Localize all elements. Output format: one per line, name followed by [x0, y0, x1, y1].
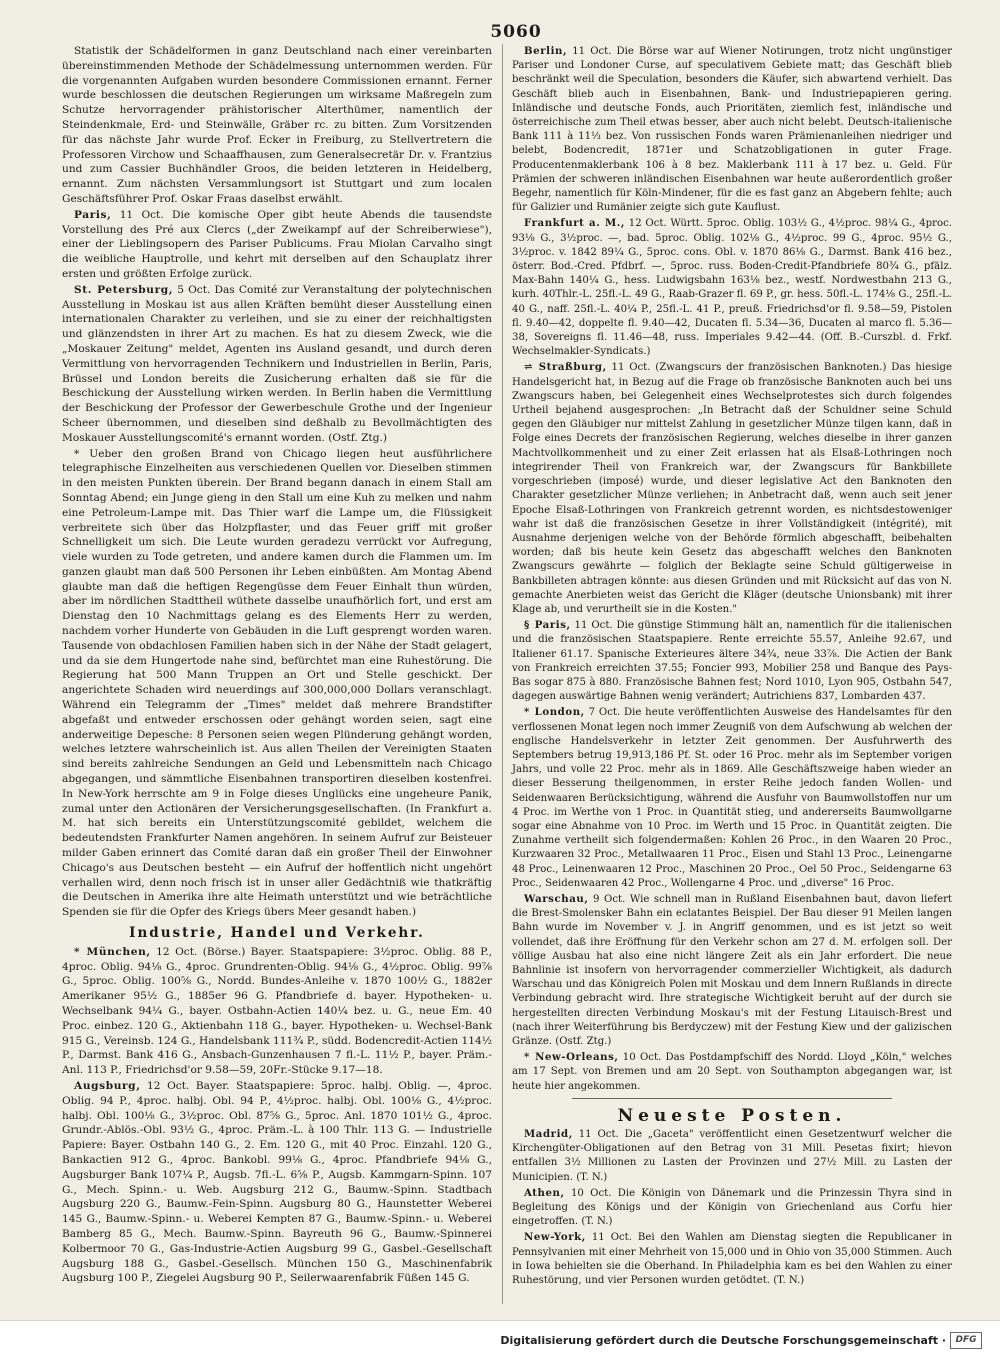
dateline: * London, [524, 706, 585, 719]
section-rule [572, 1098, 892, 1099]
article-text: * Ueber den großen Brand von Chicago liegen heut ausführlichere telegraphische Einzelheiten aus verschiedenen Quellen vor. Dieselben stimmen in den meisten Punkten überein. Der Brand begann danach in einem Stall am Sonntag Abend; ein Junge gieng in den Stall um eine Kuh zu melken und nahm eine Petroleum-Lampe mit. Das Thier warf die Lampe um, die Flüssigkeit verbreitete sich über das Holzpflaster, und das Feuer griff mit großer Schnelligkeit um sich. Die Leute wurden geradezu verrückt vor Aufregung, viele wurden zu Tode getreten, und andere kamen durch die Flammen um. Im ganzen glaubt man daß 500 Personen ihr Leben einbüßten. Am Montag Abend glaubte man daß die heftigen Regengüsse dem Feuer Einhalt thun würden, aber im nördlichen Stadttheil wüthete dasselbe unaufhörlich fort, und erst am Dienstag den 10 Nachmittags gelang es des Elements Herr zu werden, nachdem vorher Hunderte von Gebäuden in die Luft gesprengt worden waren. Tausende von obdachlosen Familien haben sich in der Nähe der Stadt gelagert, und da sie dem Hungertode nahe sind, befürchtet man eine Ruhestörung. Die Regierung hat 500 Mann Truppen an Ort und Stelle geschickt. Der angerichtete Schaden wird neuerdings auf 300,000,000 Dollars veranschlagt. Während ein Telegramm der „Times" meldet daß mehrere Brandstifter abgefaßt und entweder erschossen oder gehängt worden seien, sagt eine anderweitige Depesche: 8 Personen seien wegen Plünderung gehängt worden, welches letztere wahrscheinlich ist. Aus allen Theilen der Vereinigten Staaten sind bereits zahlreiche Sendungen an Geld und Lebensmitteln nach Chicago abgegangen, und sämmtliche Eisenbahnen transportiren dieselben kostenfrei. In New-York herrschte am 9 in Folge dieses Unglücks eine ungeheure Panik, zumal unter den Actionären der Versicherungsgesellschaften. (In Frankfurt a. M. hat sich bereits ein Unterstützungscomité gebildet, welchem die bedeutendsten Frankfurter Namen angehören. In seinem Aufruf zur Beisteuer milder Gaben erinnert das Comité daran daß ein großer Theil der Einwohner Chicago's aus Deutschen besteht — ein Aufruf der hoffentlich nicht ungehört verhallen wird, denn noch frisch ist in unser aller Gedächtniß wie thatkräftig die Deutschen in Amerika ihre alte Heimath unterstützt und wie beträchtliche Spenden sie für die Opfer des Kriegs übers Meer gesandt haben.) [62, 447, 492, 919]
article-text: 12 Oct. (Börse.) Bayer. Staatspapiere: 3½proc. Oblig. 88 P., 4proc. Oblig. 94⅛ G., 4proc. Grundrenten-Oblig. 94⅛ G., 4½proc. Oblig. 99⅞ G., 5proc. Oblig. 100⅝ G., Nordd. Bundes-Anleihe v. 1870 100½ G., 1882er Amerikaner 95½ G., 1885er 96 G. Pfandbriefe d. bayer. Hypotheken- u. Wechselbank 94¼ G., bayer. Ostbahn-Actien 140¼ bez. u. G., neue Em. 40 Proc. einbez. 120 G., Aktienbahn 118 G., bayer. Hypotheken- u. Wechsel-Bank 915 G., Vereinsb. 124 G., Handelsbank 111¾ P., südd. Bodencredit-Actien 114½ P., Darmst. Bank 416 G., Ansbach-Gunzenhausen 7 fl.-L. 11½ P., bayer. Präm.-Anl. 113 P., Friedrichsd'or 9.58—59, 20Fr.-Stücke 9.17—18. [62, 945, 492, 1077]
article-paragraph [62, 945, 492, 1078]
article-paragraph [62, 283, 492, 446]
left-articles-1 [62, 44, 492, 920]
dateline: Warschau, [524, 892, 589, 905]
article-text: 11 Oct. Bei den Wahlen am Dienstag siegten die Republicaner in Pennsylvanien mit einer Mehrheit von 15,000 und in Ohio von 35,000 Stimmen. Auch in Iowa behielten sie die Oberhand. In Philadelphia kam es bei den Wahlen zu einer Ruhestörung, und vier Personen wurden getödtet. (T. N.) [512, 1232, 952, 1287]
dateline: Augsburg, [74, 1079, 141, 1092]
article-text: 10 Oct. Das Postdampfschiff des Nordd. Lloyd „Köln," welches am 17 Sept. von Bremen und am 20 Sept. von Southampton abgegangen war, ist heute hier angekommen. [512, 1052, 952, 1092]
right-column [512, 44, 952, 1289]
dateline: Athen, [524, 1186, 565, 1199]
footer-credit: Digitalisierung gefördert durch die Deutsche Forschungsgemeinschaft · [500, 1334, 946, 1347]
article-text: 7 Oct. Die heute veröffentlichten Ausweise des Handelsamtes für den verflossenen Monat legen noch immer Zeugniß von dem Aufschwung ab welchen der englische Handelsverkehr in letzter Zeit genommen. Der Ausfuhrwerth des Septembers betrug 19,913,186 Pf. St. oder 16 Proc. mehr als im September vorigen Jahrs, und volle 22 Proc. mehr als in 1869. Alle Geschäftszweige haben wieder an dieser Besserung theilgenommen, in erster Reihe jedoch fanden Wollen- und Seidenwaaren Berücksichtigung, während die Ausfuhr von Baumwollstoffen nur um 4 Proc. im Werthe von 1 Proc. in Quantität stieg, und andererseits Baumwollgarne sogar eine Abnahme von 10 Proc. im Werth und 15 Proc. in Quantität zeigten. Die Zunahme vertheilt sich folgendermaßen: Kohlen 26 Proc., in den Waaren 20 Proc., Kurzwaaren 32 Proc., Metallwaaren 11 Proc., Eisen und Stahl 13 Proc., Leinengarne 48 Proc., Leinenwaaren 12 Proc., Maschinen 20 Proc., Oel 50 Proc., Seidengarne 63 Proc., Seidenwaaren 42 Proc., Wollengarne 4 Proc. und „diverse" 16 Proc. [512, 707, 953, 889]
column-divider [502, 44, 503, 1304]
article-paragraph [512, 216, 952, 359]
article-paragraph [62, 447, 492, 921]
dateline: * New-Orleans, [524, 1051, 619, 1064]
article-paragraph [512, 1230, 952, 1288]
article-paragraph [62, 44, 492, 207]
dateline: Berlin, [524, 45, 568, 57]
right-articles-2 [512, 1127, 952, 1288]
right-articles-1 [512, 44, 952, 1094]
article-text: 12 Oct. Bayer. Staatspapiere: 5proc. halbj. Oblig. —, 4proc. Oblig. 94 P., 4proc. halbj. Obl. 94 P., 4½proc. halbj. Obl. 100⅛ G., 4½proc. halbj. Obl. 100⅛ G., 3½proc. Obl. 87⅝ G., 5proc. Anl. 1870 101½ G., 4proc. Grundr.-Ablös.-Obl. 93½ G., 4proc. Präm.-L. à 100 Thlr. 113 G. — Industrielle Papiere: Bayer. Ostbahn 140 G., 2. Em. 120 G., mit 40 Proc. Einzahl. 120 G., Bankactien 912 G., 4proc. Bankobl. 99⅛ G., 4proc. Pfandbriefe 94⅛ G., Augsburger Bank 107¼ P., Augsb. 7fl.-L. 6⅝ P., Augsb. Kammgarn-Spinn. 107 G., Mech. Spinn.- u. Web. Augsburg 212 G., Baumw.-Spinn. Stadtbach Augsburg 220 G., Baumw.-Fein-Spinn. Augsburg 80 G., Haunstetter Weberei 145 G., Baumw.-Spinn.- u. Weberei Kempten 87 G., Baumw.-Spinn.- u. Weberei Bamberg 85 G., Mech. Baumw.-Spinn. Bayreuth 96 G., Baumw.-Spinnerei Kolbermoor 70 G., Gas-Industrie-Actien Augsburg 99 G., Gasbel.-Gesellschaft Augsburg 188 G., Gasbel.-Gesellsch. München 150 G., Maschinenfabrik Augsburg 100 P., Ziegelei Augsburg 90 P., Seilerwaarenfabrik Füßen 145 G. [62, 1079, 492, 1285]
article-paragraph [512, 892, 952, 1049]
article-paragraph [512, 1186, 952, 1230]
article-paragraph [62, 1079, 492, 1286]
digitization-footer [0, 1320, 1000, 1360]
page-number: 5060 [490, 22, 542, 42]
article-paragraph [512, 360, 952, 617]
article-text: Statistik der Schädelformen in ganz Deutschland nach einer vereinbarten übereinstimmenden Methode der Schädelmessung unternommen werden. Für die vorgenannten Aufgaben wurden besondere Commissionen ernannt. Ferner wurde beschlossen die deutschen Regierungen um wirksame Maßregeln zum Schutze hervorragender prähistorischer Alterthümer, namentlich der Steindenkmale, Erd- und Steinwälle, Gräber rc. zu bitten. Zum Vorsitzenden für das nächste Jahr wurde Prof. Ecker in Freiburg, zu Stellvertretern die Professoren Virchow und Schaaffhausen, zum Generalsecretär Dr. v. Frantzius und zum Cassier Buchhändler Groos, die beiden letzteren in Heidelberg, ernannt. Zum nächsten Versammlungsort ist Stuttgart und zum localen Geschäftsführer Prof. Oskar Fraas daselbst erwählt. [62, 45, 492, 205]
section-title-industrie: Industrie, Handel und Verkehr. [129, 925, 425, 942]
article-text: 5 Oct. Das Comité zur Veranstaltung der polytechnischen Ausstellung in Moskau ist aus allen Kräften bemüht dieser Ausstellung einen internationalen Charakter zu verleihen, und sie zu einer der reichhaltigsten und glänzendsten in ihrer Art zu machen. Es hat zu diesem Zweck, wie die „Moskauer Zeitung" meldet, Agenten ins Ausland gesandt, und durch deren Vermittlung von hervorragenden Technikern und Industriellen in Berlin, Paris, Brüssel und London bereits die Zusicherung erhalten daß sie für die Beschickung der Ausstellung wirken werden. In Berlin haben die Vermittlung der Beschickung der Professor der Gewerbeschule Grothe und der Ingenieur Scheer übernommen, und dieselben sind deßhalb zu Bevollmächtigten des Moskauer Ausstellungscomité's ernannt worden. (Ostf. Ztg.) [62, 283, 492, 444]
article-paragraph [512, 1050, 952, 1094]
article-text: 11 Oct. (Zwangscurs der französischen Banknoten.) Das hiesige Handelsgericht hat, in Bezug auf die Frage ob französische Banknoten auch bei uns Zwangscurs haben, bei Gelegenheit eines Wechselprotestes sich durch folgendes Urtheil bejahend ausgesprochen: „In Betracht daß der Schuldner seine Schuld gegen den Gläubiger nur mittelst Zahlung in gesetzlicher Münze tilgen kann, daß in Folge eines Decrets der französischen Regierung, welches dieselbe in ihrer ganzen Machtvollkommenheit und zu einer Zeit erlassen hat als Elsaß-Lothringen noch integrirender Theil von Frankreich war, der Zwangscurs für Bankbillete vorgeschrieben (imposé) wurde, und dieser legislative Act den Banknoten den Charakter gesetzlicher Münze verliehen; in Anbetracht daß, wenn auch seit jener Epoche Elsaß-Lothringen von Frankreich getrennt worden, es nichtsdestoweniger wahr ist daß die französischen Gesetze in ihrer Vollständigkeit (intégrité), mit Ausnahme derjenigen welche von der Behörde förmlich abgeschafft, beibehalten worden; daß bis heute kein Gesetz das abgeschafft welches den Banknoten Zwangscurs gewährte — folglich der Beklagte seine Schuld gültigerweise in Bankbilleten abtragen könnte: aus diesen Gründen und mit Rücksicht auf das von N. gemachte Anerbieten weist das Gericht die Kläger (deutsche Unionsbank) mit ihrer Klage ab, und verurtheilt sie in die Kosten." [512, 362, 952, 615]
article-text: 11 Oct. Die günstige Stimmung hält an, namentlich für die italienischen und die französischen Staatspapiere. Rente erreichte 55.57, Anleihe 92.67, und Italiener 61.17. Spanische Exterieures ältere 34¾, neue 33⅞. Die Actien der Bank von Frankreich erreichten 37.55; Foncier 993, Mobilier 258 und Banque des Pays-Bas sogar 875 à 880. Französische Bahnen fest; Nord 1010, Lyon 905, Ostbahn 547, dagegen auswärtige Bahnen wenig verändert; Autrichiens 837, Lombarden 437. [512, 620, 952, 703]
article-paragraph [512, 1127, 952, 1185]
dateline: * München, [74, 945, 151, 958]
dateline: Frankfurt a. M., [524, 217, 626, 230]
article-text: 12 Oct. Württ. 5proc. Oblig. 103½ G., 4½proc. 98¼ G., 4proc. 93⅛ G., 3½proc. —, bad. 5proc. Oblig. 102⅛ G., 4½proc. 99 G., 4proc. 95½ G., 3½proc. v. 1842 89¼ G., 5proc. cons. Obl. v. 1870 86⅛ G., Darmst. Bank 416 bez., österr. Bod.-Cred. Pfdbrf. —, 5proc. russ. Boden-Credit-Pfandbriefe 80¾ G., pfälz. Max-Bahn 140¼ G., hess. Ludwigsbahn 163⅛ bez., westf. Nordwestbahn 213 G., kurh. 40Thlr.-L. 25fl.-L. 49 G., Raab-Grazer fl. 69 P., gr. hess. 50fl.-L. 174⅛ G., 25fl.-L. 40 G., naff. 25fl.-L. 40¼ P., 25fl.-L. 41 P., preuß. Friedrichsd'or fl. 9.58—59, Pistolen fl. 9.40—42, doppelte fl. 9.40—42, Ducaten fl. 5.34—36, Ducaten al marco fl. 5.36—38, Sovereigns fl. 11.46—48, russ. Imperiales 9.42—44. (Off. B.-Curszbl. d. Frkf. Wechselmakler-Syndicats.) [512, 218, 952, 358]
dateline: Paris, [74, 208, 112, 221]
dateline: ⇌ Straßburg, [524, 361, 607, 374]
dateline: Madrid, [524, 1128, 573, 1141]
article-paragraph [512, 44, 952, 215]
article-text: 9 Oct. Wie schnell man in Rußland Eisenbahnen baut, davon liefert die Brest-Smolensker Bahn ein eclatantes Beispiel. Der Bau dieser 91 Meilen langen Bahn wurde im November v. J. in Angriff genommen, und es ist jetzt so weit vollendet, daß ihre Eröffnung für den Verkehr schon am 27 d. M. erfolgen soll. Der völlige Ausbau hat also eine nicht längere Zeit als ein Jahr erfordert. Die neue Bahnlinie ist insofern von hervorragender commerzieller Wichtigkeit, als dadurch Warschau und das Königreich Polen mit Moskau und dem Innern Rußlands in directe Verbindung gebracht wird. Ihre strategische Wichtigkeit beruht auf der durch sie hergestellten directen Verbindung Moskau's mit der Festung Litauisch-Brest und (nach ihrer Weiterführung bis Berdyczew) mit der Festung Kiew und der galizischen Gränze. (Ostf. Ztg.) [512, 893, 952, 1048]
article-text: 11 Oct. Die „Gaceta" veröffentlicht einen Gesetzentwurf welcher die Kirchengüter-Obligationen auf den Betrag von 31 Mill. Pesetas fixirt; hievon entfallen 3½ Millionen zu Lasten der Provinzen und 27½ Mill. zu Lasten der Municipien. (T. N.) [512, 1129, 953, 1183]
dateline: St. Petersburg, [74, 283, 174, 296]
section-title-neueste-posten: Neueste Posten. [617, 1105, 847, 1126]
dateline: § Paris, [524, 619, 571, 632]
article-text: 10 Oct. Die Königin von Dänemark und die Prinzessin Thyra sind in Begleitung des Königs und der Königin von Griechenland aus Corfu hier eingetroffen. (T. N.) [512, 1187, 953, 1228]
article-paragraph [62, 208, 492, 282]
article-paragraph [512, 618, 952, 704]
dateline: New-York, [524, 1231, 586, 1244]
left-articles-2 [62, 945, 492, 1286]
article-text: 11 Oct. Die komische Oper gibt heute Abends die tausendste Vorstellung des Pré aux Clercs („der Zweikampf auf der Schreiberwiese"), einer der Lieblingsopern des Pariser Publicums. Frau Miolan Carvalho singt die weibliche Hauptrolle, und kehrt mit derselben auf den Schauplatz ihrer ersten und größten Erfolge zurück. [62, 208, 492, 280]
dfg-logo-icon: DFG [950, 1332, 982, 1349]
article-paragraph [512, 705, 952, 891]
left-column [62, 44, 492, 1287]
article-text: 11 Oct. Die Börse war auf Wiener Notirungen, trotz nicht ungünstiger Pariser und Londoner Curse, auf speculativem Gebiete matt; das Geschäft blieb beschränkt weil die Speculation, besonders die Käufer, sich abwartend verhielt. Das Geschäft blieb auch in Eisenbahnen, Bank- und Industriepapieren gering. Inländische und deutsche Fonds, auch Prioritäten, ziemlich fest, inländische und österreichische zum Theil etwas besser, aber auch nicht belebt. Deutsch-italienische Bank 111 à 11⅓ bez. Von russischen Fonds waren Prämienanleihen niedriger und belebt, Bodencredit, 1871er und Schatzobligationen in guter Frage. Producentenmaklerbank 106 à 8 bez. Maklerbank 111 à 17 bez. u. Geld. Für Prämien der schweren inländischen Eisenbahnen war heute außerordentlich großer Begehr, namentlich für Köln-Mindener, für die es fast ganz an Abgebern fehlte; auch für Galizier und Rumänier zeigte sich gute Kauflust. [512, 46, 952, 214]
